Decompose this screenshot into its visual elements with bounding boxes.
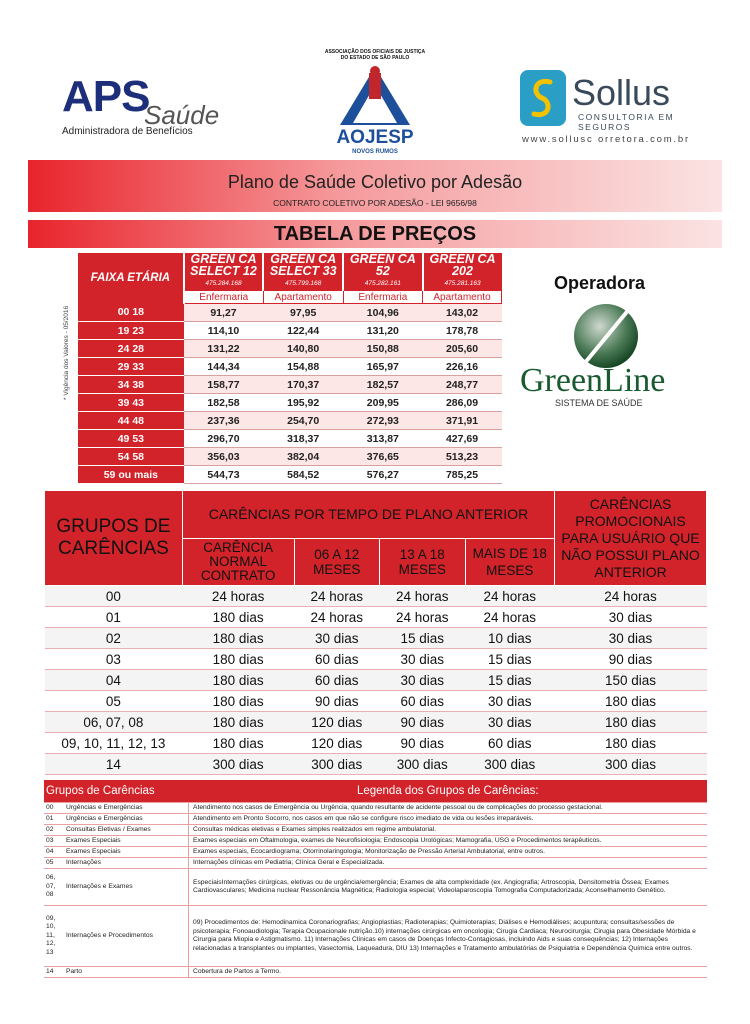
carencia-row [45,691,707,712]
carencia-group: 04 [45,670,183,691]
carencia-value: 180 dias [182,733,294,754]
aps-logo-sub: Saúde [144,100,220,130]
legenda-row [44,869,707,906]
legenda-row [44,847,707,858]
price-value: 170,37 [263,376,343,394]
legenda-row [44,858,707,869]
carencia-value: 180 dias [182,649,294,670]
price-value: 91,27 [184,304,264,322]
carencia-value: 24 horas [182,586,294,607]
carencia-value: 24 horas [555,586,707,607]
legenda-desc-header: Legenda dos Grupos de Carências: [189,780,708,803]
price-value: 576,27 [343,466,422,484]
legenda-number: 14 [44,967,64,978]
price-row [78,376,502,394]
age-range: 00 18 [78,304,184,322]
plan-code: 475.284.168 [205,280,242,287]
price-value: 313,87 [343,430,422,448]
carencia-value: 15 dias [465,649,555,670]
age-range: 24 28 [78,340,184,358]
legenda-group: Exames Especiais [64,847,189,858]
age-range: 39 43 [78,394,184,412]
price-table [78,253,502,484]
carencia-value: 60 dias [294,670,380,691]
price-value: 165,97 [343,358,422,376]
carencia-value: 15 dias [465,670,555,691]
price-value: 143,02 [423,304,502,322]
price-value: 237,36 [184,412,264,430]
price-value: 248,77 [423,376,502,394]
legenda-description: Atendimento nos casos de Emergência ou Urgência, quando resultante de acidente pessoal ou de complicações do processo gestacional. [189,803,708,814]
legenda-row [44,803,707,814]
price-row [78,448,502,466]
legenda-row [44,814,707,825]
price-value: 544,73 [184,466,264,484]
legenda-description: Cobertura de Partos a Termo. [189,967,708,978]
carencia-row [45,586,707,607]
carencia-row [45,754,707,775]
price-row [78,322,502,340]
price-value: 376,65 [343,448,422,466]
legenda-description: Internações clínicas em Pediatria; Clínica Geral e Especializada. [189,858,708,869]
price-row [78,430,502,448]
price-value: 195,92 [263,394,343,412]
age-range: 49 53 [78,430,184,448]
legenda-number: 06, 07, 08 [44,869,64,906]
aps-logo-tagline: Administradora de Benefícios [62,126,193,137]
carencia-group: 00 [45,586,183,607]
age-range: 54 58 [78,448,184,466]
legenda-row [44,967,707,978]
aojesp-logo [315,45,435,160]
price-value: 131,20 [343,322,422,340]
carencia-value: 300 dias [182,754,294,775]
carencias-table [44,490,707,775]
plan-header [263,253,343,291]
age-range: 19 23 [78,322,184,340]
price-value: 427,69 [423,430,502,448]
price-value: 182,58 [184,394,264,412]
carencia-row [45,733,707,754]
price-value: 272,93 [343,412,422,430]
carencia-row [45,670,707,691]
carencia-value: 90 dias [294,691,380,712]
carencia-value: 24 horas [294,586,380,607]
legenda-group: Internações e Exames [64,869,189,906]
price-value: 356,03 [184,448,264,466]
legenda-description: 09) Procedimentos de: Hemodinamica Coronariografias; Angioplastias; Radioterapias; Quimioterapias; Diálises e Hemodiálises; acupuntura; consultas/sessões de psicoterapia; Fonoaudiologia; Terapia Ocupacionale nutrição.10) internações cirúrgicas em oncologia; Cirugia Cardiaca; Neurocirurgia; Cirugia para Obesidade Mórbida e Cirurgia para Miopia e Astigmatismo. 11) Internações Clínicas em casos de Doenças Infecto-Contagiosas, incluindo Aids e suas consequências; 12) Internações relacionadas a transplantes ou implantes, Vasectomia, Laqueadura, DIU 13) Internações e Tratamento ambulatórias de Psiquiatria e Dependência Química entre outros. [189,906,708,967]
price-value: 286,09 [423,394,502,412]
price-table-title: TABELA DE PREÇOS [273,223,477,245]
carencia-value: 180 dias [182,607,294,628]
plan-code: 475.282.161 [364,280,401,287]
aps-logo-main: APS [62,72,150,121]
price-value: 182,57 [343,376,422,394]
price-value: 209,95 [343,394,422,412]
carencia-value: 90 dias [380,712,466,733]
carencia-value: 10 dias [465,628,555,649]
carencia-value: 180 dias [182,691,294,712]
carencia-value: 60 dias [465,733,555,754]
plan-name: GREEN CA 202 [429,252,496,278]
legenda-group: Urgências e Emergências [64,814,189,825]
greenline-name: GreenLine [520,362,666,399]
sollus-tagline: CONSULTORIA EM SEGUROS [578,112,675,132]
legenda-description: Exames especiais em Oftalmologia, exames de Neurofisiologia; Endoscopia Urológicas; Mamografia, USG e Procedimentos terapêuticos. [189,836,708,847]
carencia-value: 180 dias [555,691,707,712]
plan-code: 475.799.168 [285,280,322,287]
carencia-value: 180 dias [182,712,294,733]
plan-header [343,253,422,291]
plan-type: Apartamento [423,291,502,304]
carencia-value: 30 dias [380,670,466,691]
sollus-name: Sollus [572,72,671,113]
carencia-value: 30 dias [555,607,707,628]
legenda-groups-header: Grupos de Carências [44,780,189,803]
plan-name: GREEN CA SELECT 33 [269,252,337,278]
carencia-value: 30 dias [294,628,380,649]
price-row [78,358,502,376]
price-value: 226,16 [423,358,502,376]
price-value: 97,95 [263,304,343,322]
carencia-value: 180 dias [555,712,707,733]
price-row [78,412,502,430]
carencia-value: 90 dias [380,733,466,754]
price-value: 205,60 [423,340,502,358]
carencia-group: 03 [45,649,183,670]
contract-subtitle: CONTRATO COLETIVO POR ADESÃO - LEI 9656/98 [273,198,477,208]
legenda-group: Exames Especiais [64,836,189,847]
aojesp-name: AOJESP [336,127,414,148]
legenda-description: Atendimento em Pronto Socorro, nos casos em que não se configure risco imediato de vida ou lesões irreparáveis. [189,814,708,825]
price-value: 140,80 [263,340,343,358]
carencia-group: 01 [45,607,183,628]
price-value: 131,22 [184,340,264,358]
operadora-label: Operadora [554,273,646,293]
legenda-number: 04 [44,847,64,858]
legenda-number: 02 [44,825,64,836]
legenda-description: Exames especiais, Ecocardiograma; Otorrinolaringologia; Monitorização de Pressão Arterial Ambulatorial, entre outros. [189,847,708,858]
legenda-table [44,780,707,978]
legenda-number: 03 [44,836,64,847]
legenda-row [44,825,707,836]
age-range: 59 ou mais [78,466,184,484]
legenda-group: Consultas Eletivas / Exames [64,825,189,836]
price-value: 158,77 [184,376,264,394]
sub-header: MAIS DE 18 MESES [465,538,555,586]
carencia-value: 300 dias [380,754,466,775]
promo-header: CARÊNCIAS PROMOCIONAIS PARA USUÁRIO QUE NÃO POSSUI PLANO ANTERIOR [555,491,707,586]
price-value: 114,10 [184,322,264,340]
plan-type: Apartamento [263,291,343,304]
carencia-value: 180 dias [555,733,707,754]
carencia-row [45,712,707,733]
legenda-description: Consultas médicas eletivas e Exames simples realizados em regime ambulatorial. [189,825,708,836]
price-value: 371,91 [423,412,502,430]
legenda-group: Parto [64,967,189,978]
price-value: 104,96 [343,304,422,322]
groups-header: GRUPOS DE CARÊNCIAS [45,491,183,586]
sollus-logo [520,70,700,160]
legenda-number: 05 [44,858,64,869]
legenda-number: 01 [44,814,64,825]
carencia-row [45,649,707,670]
vigencia-note: * Vigência dos Valores - 05/2016 [63,305,70,400]
legenda-row [44,906,707,967]
price-value: 144,34 [184,358,264,376]
price-value: 178,78 [423,322,502,340]
price-value: 382,04 [263,448,343,466]
legenda-row [44,836,707,847]
price-row [78,304,502,322]
carencia-group: 02 [45,628,183,649]
sub-header: CARÊNCIA NORMAL CONTRATO [182,538,294,586]
tempo-header: CARÊNCIAS POR TEMPO DE PLANO ANTERIOR [182,491,554,539]
price-value: 513,23 [423,448,502,466]
carencia-group: 09, 10, 11, 12, 13 [45,733,183,754]
legenda-group: Internações [64,858,189,869]
price-value: 296,70 [184,430,264,448]
carencia-value: 60 dias [294,649,380,670]
sollus-url: www.sollusc orretora.com.br [522,134,690,145]
sub-header: 13 A 18 MESES [380,538,466,586]
age-header: FAIXA ETÁRIA [78,253,184,304]
carencia-value: 24 horas [380,586,466,607]
plan-type: Enfermaria [343,291,422,304]
age-range: 29 33 [78,358,184,376]
carencia-value: 24 horas [465,607,555,628]
carencia-value: 180 dias [182,628,294,649]
price-row [78,466,502,484]
carencia-row [45,628,707,649]
price-value: 785,25 [423,466,502,484]
carencia-value: 24 horas [294,607,380,628]
price-value: 318,37 [263,430,343,448]
legenda-number: 09, 10, 11, 12, 13 [44,906,64,967]
plan-type: Enfermaria [184,291,264,304]
carencia-value: 24 horas [465,586,555,607]
carencia-value: 120 dias [294,733,380,754]
carencia-row [45,607,707,628]
price-value: 254,70 [263,412,343,430]
age-range: 34 38 [78,376,184,394]
carencia-value: 90 dias [555,649,707,670]
sollus-s-icon [520,70,566,126]
legenda-group: Internações e Procedimentos [64,906,189,967]
plan-code: 475.281.163 [444,280,481,287]
price-value: 122,44 [263,322,343,340]
plan-header [184,253,264,291]
carencia-value: 24 horas [380,607,466,628]
carencia-value: 30 dias [380,649,466,670]
carencia-group: 14 [45,754,183,775]
sub-header: 06 A 12 MESES [294,538,380,586]
carencia-value: 300 dias [555,754,707,775]
carencia-value: 120 dias [294,712,380,733]
aojesp-tagline: NOVOS RUMOS [352,149,398,155]
price-row [78,394,502,412]
age-range: 44 48 [78,412,184,430]
carencia-group: 06, 07, 08 [45,712,183,733]
aps-saude-logo [62,72,252,142]
carencia-value: 30 dias [555,628,707,649]
plan-name: GREEN CA 52 [349,252,416,278]
carencia-value: 300 dias [294,754,380,775]
carencia-value: 15 dias [380,628,466,649]
legenda-group: Urgências e Emergências [64,803,189,814]
carencia-value: 30 dias [465,691,555,712]
price-row [78,340,502,358]
carencia-value: 300 dias [465,754,555,775]
price-value: 154,88 [263,358,343,376]
legenda-description: EspeciaisInternações cirúrgicas, eletivas ou de urgência/emergência; Exames de alta complexidade (ex. Angiografia; Artroscopia, Densitometria Óssea; Exames Cardiovasculares; Medicina nuclear Ressonância Magnética; Radiologia especial; Videolaparoscopia Tomografia Computadorizada; Aconselhamento Genético. [189,869,708,906]
carencia-value: 150 dias [555,670,707,691]
carencia-value: 60 dias [380,691,466,712]
carencia-value: 180 dias [182,670,294,691]
aojesp-ring-text: ASSOCIAÇÃO DOS OFICIAIS DE JUSTIÇA DO ESTADO DE SÃO PAULO [324,49,426,61]
carencia-group: 05 [45,691,183,712]
plan-title: Plano de Saúde Coletivo por Adesão [227,172,523,192]
plan-name: GREEN CA SELECT 12 [190,252,257,278]
carencia-value: 30 dias [465,712,555,733]
greenline-subtitle: SISTEMA DE SAÚDE [555,398,643,408]
price-value: 584,52 [263,466,343,484]
price-value: 150,88 [343,340,422,358]
plan-header [423,253,502,291]
legenda-number: 00 [44,803,64,814]
